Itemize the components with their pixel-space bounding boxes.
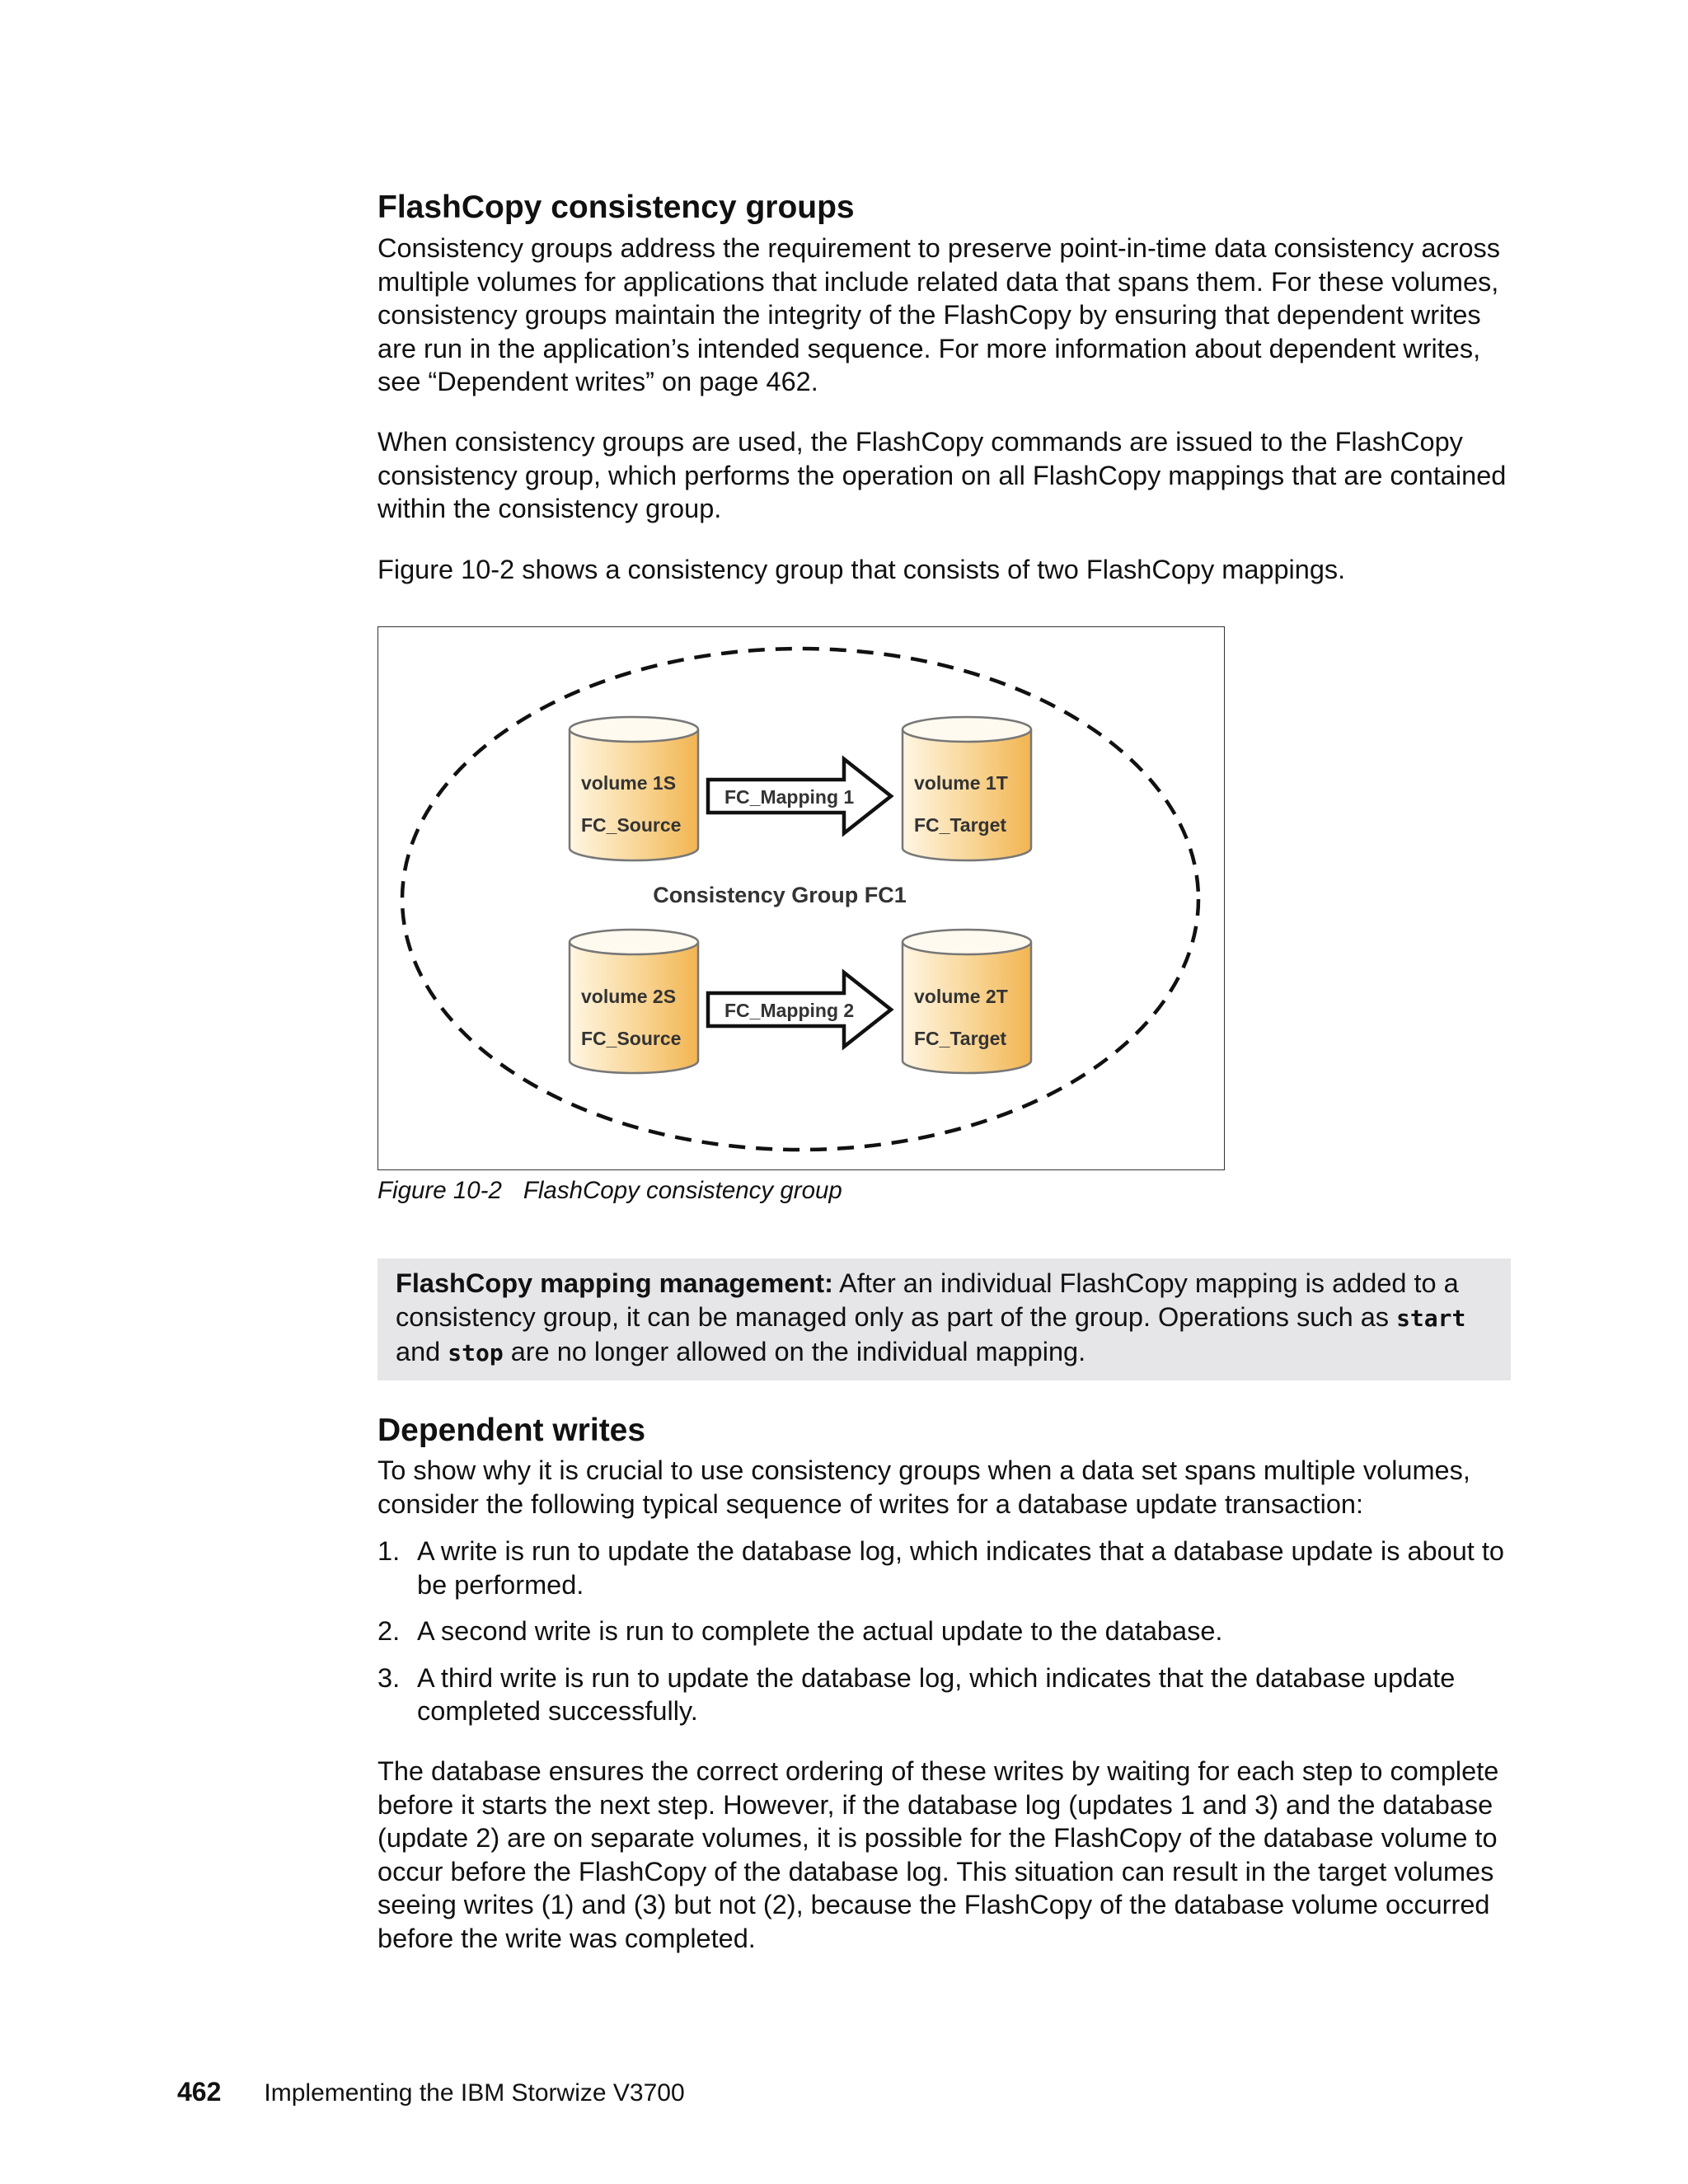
note-box xyxy=(377,1258,1511,1380)
list-item-text: A third write is run to update the database log, which indicates that the database update completed successfully. xyxy=(417,1662,1456,1726)
source-volume-name: volume 1S xyxy=(581,772,677,794)
list-item-text: A write is run to update the database log, which indicates that a database update is about to be performed. xyxy=(417,1536,1504,1600)
section-heading-dependent-writes: Dependent writes xyxy=(377,1413,646,1448)
list-item-number: 3. xyxy=(377,1662,401,1693)
list-item-text: A second write is run to complete the actual update to the database. xyxy=(417,1616,1223,1646)
page-footer xyxy=(177,2075,685,2110)
paragraph-figure-reference: Figure 10-2 shows a consistency group that consists of two FlashCopy mappings. xyxy=(377,555,1346,584)
diagram-canvas xyxy=(378,627,1223,1169)
page-number: 462 xyxy=(177,2077,222,2107)
figure-caption-text: FlashCopy consistency group xyxy=(523,1177,842,1204)
list-item xyxy=(377,1535,1511,1601)
figure-caption xyxy=(377,1176,842,1206)
source-volume-role: FC_Source xyxy=(581,1028,682,1049)
dependent-writes-list xyxy=(377,1535,1511,1728)
paragraph-consistency-commands: When consistency groups are used, the FlashCopy commands are issued to the FlashCopy consistency group, which performs the operation on all FlashCopy mappings that are contained within the consistency group. xyxy=(377,427,1507,523)
note-text: and xyxy=(396,1337,448,1366)
figure-caption-number: Figure 10-2 xyxy=(377,1177,502,1204)
paragraph-consistency-intro: Consistency groups address the requirement to preserve point-in-time data consistency across multiple volumes for applications that include related data that spans them. For these volumes, consistency groups maintain the integrity of the FlashCopy by ensuring that dependent writes are run in the application’s intended sequence. For more information about dependent writes, see “Dependent writes” on page 462. xyxy=(377,233,1501,396)
note-text: are no longer allowed on the individual mapping. xyxy=(503,1337,1086,1366)
note-code-stop: stop xyxy=(448,1339,504,1366)
mapping-label: FC_Mapping 2 xyxy=(724,1000,855,1021)
target-volume-name: volume 1T xyxy=(914,772,1008,794)
paragraph-dependent-conclusion: The database ensures the correct ordering of these writes by waiting for each step to complete before it starts the next step. However, if the database log (updates 1 and 3) and the database (update 2) are on separate volumes, it is possible for the FlashCopy of the database volume to occur before the FlashCopy of the database log. This situation can result in the target volumes seeing writes (1) and (3) but not (2), because the FlashCopy of the database volume occurred before the write was completed. xyxy=(377,1756,1499,1953)
list-item xyxy=(377,1661,1511,1728)
target-volume-role: FC_Target xyxy=(914,1028,1007,1049)
list-item xyxy=(377,1615,1511,1648)
source-volume-role: FC_Source xyxy=(581,814,682,836)
list-item-number: 1. xyxy=(377,1536,401,1566)
figure-consistency-group-diagram xyxy=(377,626,1225,1170)
mapping-label: FC_Mapping 1 xyxy=(724,786,855,808)
note-code-start: start xyxy=(1396,1304,1466,1332)
consistency-group-label: Consistency Group FC1 xyxy=(653,883,907,907)
book-title: Implementing the IBM Storwize V3700 xyxy=(264,2079,685,2107)
note-text: After an individual FlashCopy mapping is added to a consistency group, it can be managed only as part of the group. Operations such as xyxy=(396,1268,1459,1332)
note-paragraph xyxy=(396,1267,1493,1371)
paragraph-dependent-intro: To show why it is crucial to use consistency groups when a data set spans multiple volumes, consider the following typical sequence of writes for a database update transaction: xyxy=(377,1455,1470,1519)
source-volume-name: volume 2S xyxy=(581,986,677,1007)
list-item-number: 2. xyxy=(377,1616,401,1646)
target-volume-name: volume 2T xyxy=(914,986,1008,1007)
target-volume-role: FC_Target xyxy=(914,814,1007,836)
note-label: FlashCopy mapping management: xyxy=(396,1268,833,1298)
section-heading-consistency-groups: FlashCopy consistency groups xyxy=(377,190,855,225)
